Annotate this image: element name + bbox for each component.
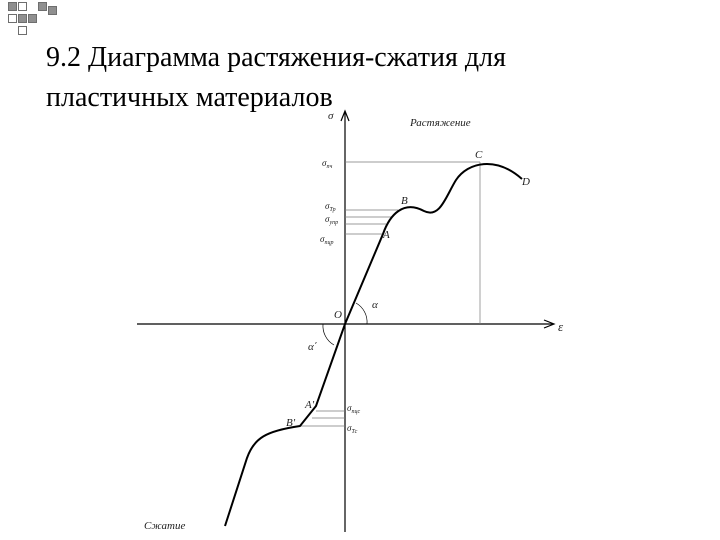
title-line-2: пластичных материалов: [46, 82, 333, 113]
level-symbol: σ: [322, 158, 327, 168]
level-subscript: пцс: [351, 409, 361, 415]
tension-label: Растяжение: [410, 117, 471, 129]
level-subscript: упр: [329, 220, 339, 226]
level-subscript: пцр: [324, 240, 334, 246]
sigma-yield-label: [325, 201, 336, 213]
point-b-label: B: [401, 195, 408, 207]
point-c-label: C: [475, 149, 483, 161]
level-subscript: Тс: [351, 429, 358, 435]
sigma-ultimate-label: [322, 158, 332, 170]
sigma-proportional-label: [320, 234, 333, 246]
level-symbol: σ: [325, 201, 330, 211]
sigma-elastic-label: [325, 214, 338, 226]
level-subscript: пч: [326, 164, 333, 170]
level-subscript: Тр: [329, 207, 336, 213]
angle-alpha-label: α: [372, 299, 378, 311]
sigma-comp-proportional-label: [347, 403, 361, 415]
level-symbol: σ: [347, 423, 352, 433]
point-d-label: D: [522, 176, 530, 188]
level-symbol: σ: [347, 403, 352, 413]
point-b-prime-label: B': [286, 417, 296, 429]
level-symbol: σ: [320, 234, 325, 244]
angle-alpha-arc: [356, 303, 367, 324]
point-a-label: A: [383, 229, 390, 241]
point-a-prime-label: A': [305, 399, 315, 411]
stress-strain-curve: [225, 164, 522, 526]
epsilon-axis-label: ε: [558, 319, 564, 334]
origin-label: O: [334, 309, 342, 321]
angle-alpha-prime-arc: [323, 324, 334, 345]
level-symbol: σ: [325, 214, 330, 224]
compression-label: Сжатие: [144, 520, 186, 532]
sigma-axis-label: σ: [328, 110, 334, 122]
title-line-1: 9.2 Диаграмма растяжения-сжатия для: [46, 42, 506, 73]
sigma-comp-yield-label: [347, 423, 358, 435]
angle-alpha-prime-label: α΄: [308, 341, 318, 353]
